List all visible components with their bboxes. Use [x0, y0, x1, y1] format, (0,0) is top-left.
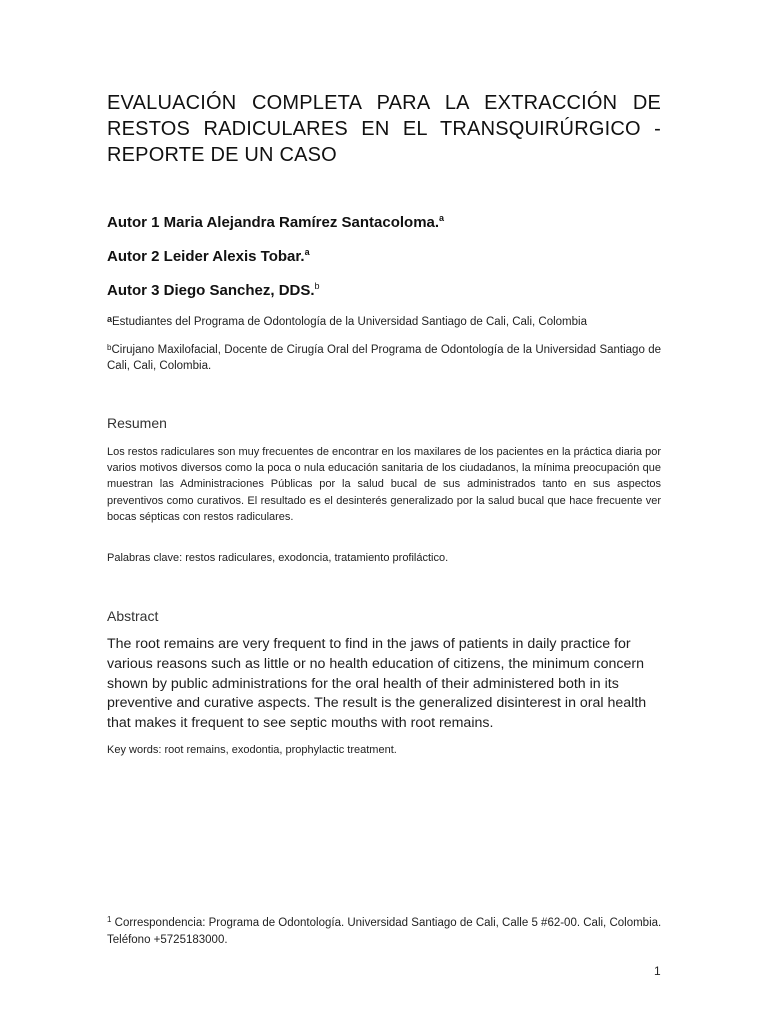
keywords-english: Key words: root remains, exodontia, prophylactic treatment.	[107, 744, 397, 756]
author-name: Autor 1 Maria Alejandra Ramírez Santacoloma.	[107, 214, 440, 231]
footnote-mark: 1	[107, 915, 112, 924]
affiliation-a	[107, 315, 661, 331]
resumen-paragraph: Los restos radiculares son muy frecuentes de encontrar en los maxilares de los pacientes en la práctica diaria por varios motivos diversos como la poca o nula educación sanitaria de los ciudadanos, la mínima preocupación que muestran las Administraciones Públicas por la salud bucal de sus administrados tanto en sus aspectos preventivos como curativos. El resultado es el desinterés generalizado por la salud bucal que hace frecuente ver bocas sépticas con restos radiculares.	[107, 446, 661, 523]
affiliation-mark: b	[107, 343, 112, 352]
footnote-text: Correspondencia: Programa de Odontología. Universidad Santiago de Cali, Calle 5 #62-00. Cali, Colombia. Teléfono +5725183000.	[107, 917, 662, 946]
affiliation-text: Estudiantes del Programa de Odontología de la Universidad Santiago de Cali, Cali, Colombia	[112, 316, 587, 328]
page-number: 1	[654, 964, 661, 978]
affiliation-text: Cirujano Maxilofacial, Docente de Cirugía Oral del Programa de Odontología de la Universidad Santiago de Cali, Cali, Colombia.	[107, 344, 661, 372]
affiliation-b	[107, 343, 661, 374]
author-name: Autor 3 Diego Sanchez, DDS.	[107, 282, 315, 299]
keywords-spanish: Palabras clave: restos radiculares, exodoncia, tratamiento profiláctico.	[107, 552, 449, 564]
correspondence-footnote	[107, 915, 667, 949]
author-affiliation-mark: b	[314, 281, 320, 291]
author-1	[107, 214, 444, 231]
affiliation-mark: a	[107, 314, 113, 324]
abstract-paragraph: The root remains are very frequent to find in the jaws of patients in daily practice for various reasons such as little or no health education of citizens, the minimum concern shown by public administrations for the oral health of their administered both in its preventive and curative aspects. The result is the generalized disinterest in oral health that makes it frequent to see septic mouths with root remains.	[107, 636, 647, 732]
author-3	[107, 282, 320, 299]
author-name: Autor 2 Leider Alexis Tobar.	[107, 248, 305, 265]
abstract-heading: Abstract	[107, 608, 159, 624]
author-affiliation-mark: a	[439, 213, 445, 223]
author-2	[107, 248, 310, 265]
paper-title: EVALUACIÓN COMPLETA PARA LA EXTRACCIÓN DE RESTOS RADICULARES EN EL TRANSQUIRÚRGICO -REPORTE DE UN CASO	[107, 92, 661, 166]
author-affiliation-mark: a	[304, 247, 310, 257]
resumen-heading: Resumen	[107, 415, 167, 431]
